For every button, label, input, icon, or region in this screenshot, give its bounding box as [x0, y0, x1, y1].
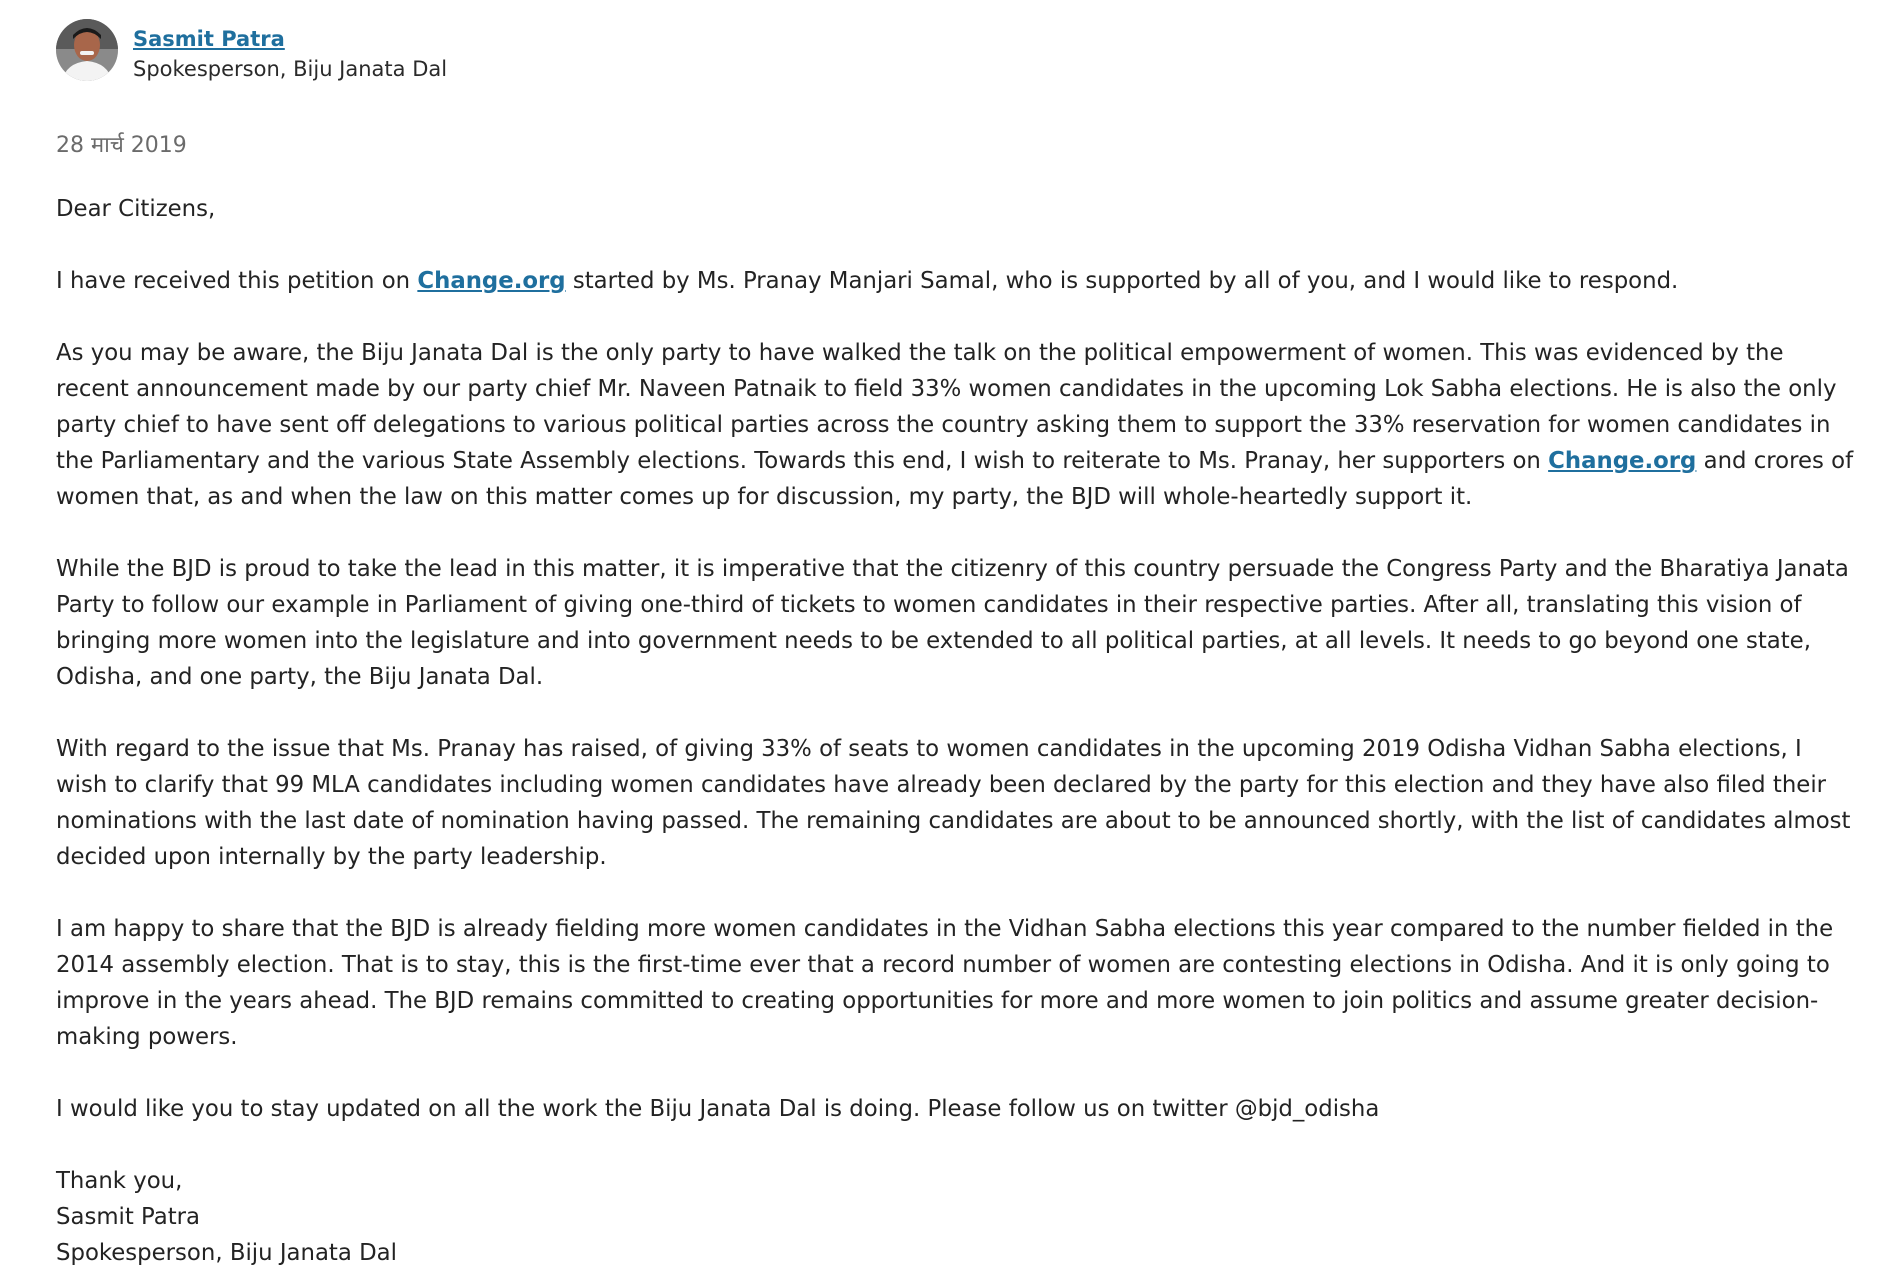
author-name-link[interactable]: Sasmit Patra: [133, 27, 285, 51]
change-org-link[interactable]: Change.org: [417, 268, 566, 294]
author-avatar[interactable]: [56, 19, 118, 81]
author-role: Spokesperson, Biju Janata Dal: [133, 57, 448, 81]
closing: Thank you,: [56, 1168, 183, 1194]
paragraph-1-text-after: started by Ms. Pranay Manjari Samal, who is supported by all of you, and I would like to respond.: [565, 268, 1679, 294]
letter-body: [56, 191, 1856, 1271]
paragraph-2-text-before: As you may be aware, the Biju Janata Dal is the only party to have walked the talk on the political empowerment of women. This was evidenced by the recent announcement made by our party chief Mr. Naveen Patnaik to field 33% women candidates in the upcoming Lok Sabha elections. He is also the only party chief to have sent off delegations to various political parties across the country asking them to support the 33% reservation for women candidates in the Parliamentary and the various State Assembly elections. Towards this end, I wish to reiterate to Ms. Pranay, her supporters on: [56, 340, 1837, 474]
paragraph-6: I would like you to stay updated on all the work the Biju Janata Dal is doing. Please follow us on twitter @bjd_odisha: [56, 1096, 1380, 1122]
author-header: [56, 19, 447, 84]
paragraph-1-text-before: I have received this petition on: [56, 268, 418, 294]
paragraph-4: With regard to the issue that Ms. Pranay has raised, of giving 33% of seats to women candidates in the upcoming 2019 Odisha Vidhan Sabha elections, I wish to clarify that 99 MLA candidates including women candidates have already been declared by the party for this election and they have also filed their nominations with the last date of nomination having passed. The remaining candidates are about to be announced shortly, with the list of candidates almost decided upon internally by the party leadership.: [56, 736, 1851, 870]
paragraph-2: [56, 335, 1856, 515]
post-date: 28 मार्च 2019: [56, 133, 187, 158]
person-avatar-icon: [56, 19, 118, 81]
paragraph-3: While the BJD is proud to take the lead in this matter, it is imperative that the citizenry of this country persuade the Congress Party and the Bharatiya Janata Party to follow our example in Parliament of giving one-third of tickets to women candidates in their respective parties. After all, translating this vision of bringing more women into the legislature and into government needs to be extended to all political parties, at all levels. It needs to go beyond one state, Odisha, and one party, the Biju Janata Dal.: [56, 556, 1849, 690]
signature-role: Spokesperson, Biju Janata Dal: [56, 1240, 397, 1266]
salutation: Dear Citizens,: [56, 196, 216, 222]
paragraph-2-text-after: and crores of women that, as and when the law on this matter comes up for discussion, my party, the BJD will whole-heartedly support it.: [56, 448, 1854, 510]
author-info: [133, 19, 447, 84]
change-org-link[interactable]: Change.org: [1548, 448, 1697, 474]
paragraph-1: [56, 263, 1856, 299]
signature-name: Sasmit Patra: [56, 1204, 201, 1230]
paragraph-5: I am happy to share that the BJD is already fielding more women candidates in the Vidhan Sabha elections this year compared to the number fielded in the 2014 assembly election. That is to stay, this is the first-time ever that a record number of women are contesting elections in Odisha. And it is only going to improve in the years ahead. The BJD remains committed to creating opportunities for more and more women to join politics and assume greater decision-making powers.: [56, 916, 1834, 1050]
